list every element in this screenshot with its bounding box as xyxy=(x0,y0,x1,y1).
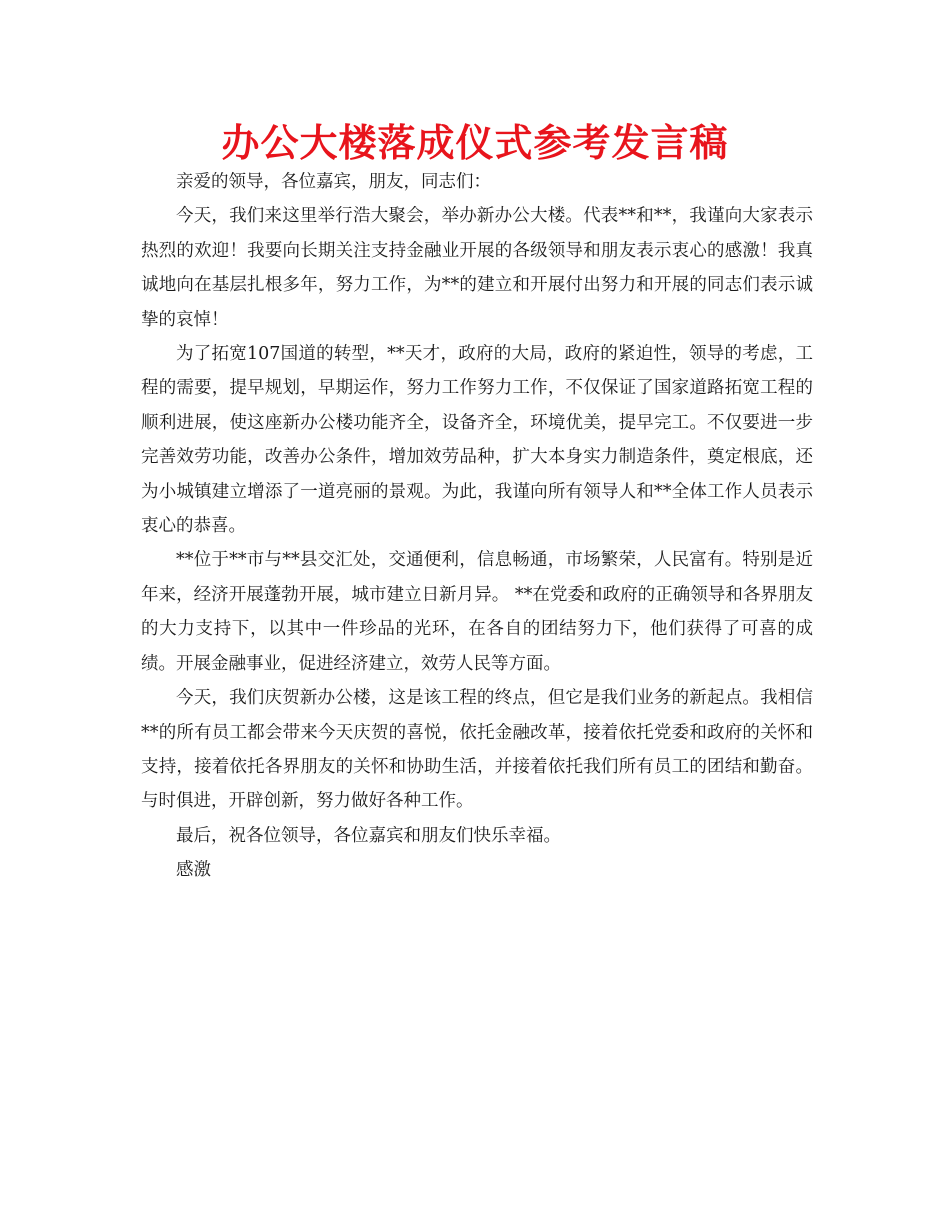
project-paragraph: 为了拓宽107国道的转型，**天才，政府的大局，政府的紧迫性，领导的考虑，工程的需要，提早规划，早期运作，努力工作努力工作，不仅保证了国家道路拓宽工程的顺利进展，使这座新办公楼功能齐全，设备齐全，环境优美，提早完工。不仅要进一步完善效劳功能，改善办公条件，增加效劳品种，扩大本身实力制造条件，奠定根底，还为小城镇建立增添了一道亮丽的景观。为此，我谨向所有领导人和**全体工作人员表示衷心的恭喜。 xyxy=(141,344,813,537)
page-title: 办公大楼落成仪式参考发言稿 xyxy=(221,121,729,165)
celebration-paragraph: 今天，我们庆贺新办公楼，这是该工程的终点，但它是我们业务的新起点。我相信**的所有员工都会带来今天庆贺的喜悦，依托金融改革，接着依托党委和政府的关怀和支持，接着依托各界朋友的关怀和协助生活，并接着依托我们所有员工的团结和勤奋。与时俱进，开辟创新，努力做好各种工作。 xyxy=(141,688,813,812)
document-body xyxy=(141,165,813,888)
welcome-paragraph: 今天，我们来这里举行浩大聚会，举办新办公大楼。代表**和**，我谨向大家表示热烈的欢迎！我要向长期关注支持金融业开展的各级领导和朋友表示衷心的感激！我真诚地向在基层扎根多年，努力工作，为**的建立和开展付出努力和开展的同志们表示诚挚的哀悼！ xyxy=(141,206,813,330)
thanks-paragraph: 感激 xyxy=(176,860,211,881)
greeting-paragraph: 亲爱的领导，各位嘉宾，朋友，同志们： xyxy=(176,172,491,192)
location-paragraph: **位于**市与**县交汇处，交通便利，信息畅通，市场繁荣，人民富有。特别是近年来，经济开展蓬勃开展，城市建立日新月异。 **在党委和政府的正确领导和各界朋友的大力支持下，以其中一件珍品的光环，在各自的团结努力下，他们获得了可喜的成绩。开展金融事业，促进经济建立，效劳人民等方面。 xyxy=(141,550,813,674)
closing-paragraph: 最后，祝各位领导，各位嘉宾和朋友们快乐幸福。 xyxy=(176,825,561,846)
